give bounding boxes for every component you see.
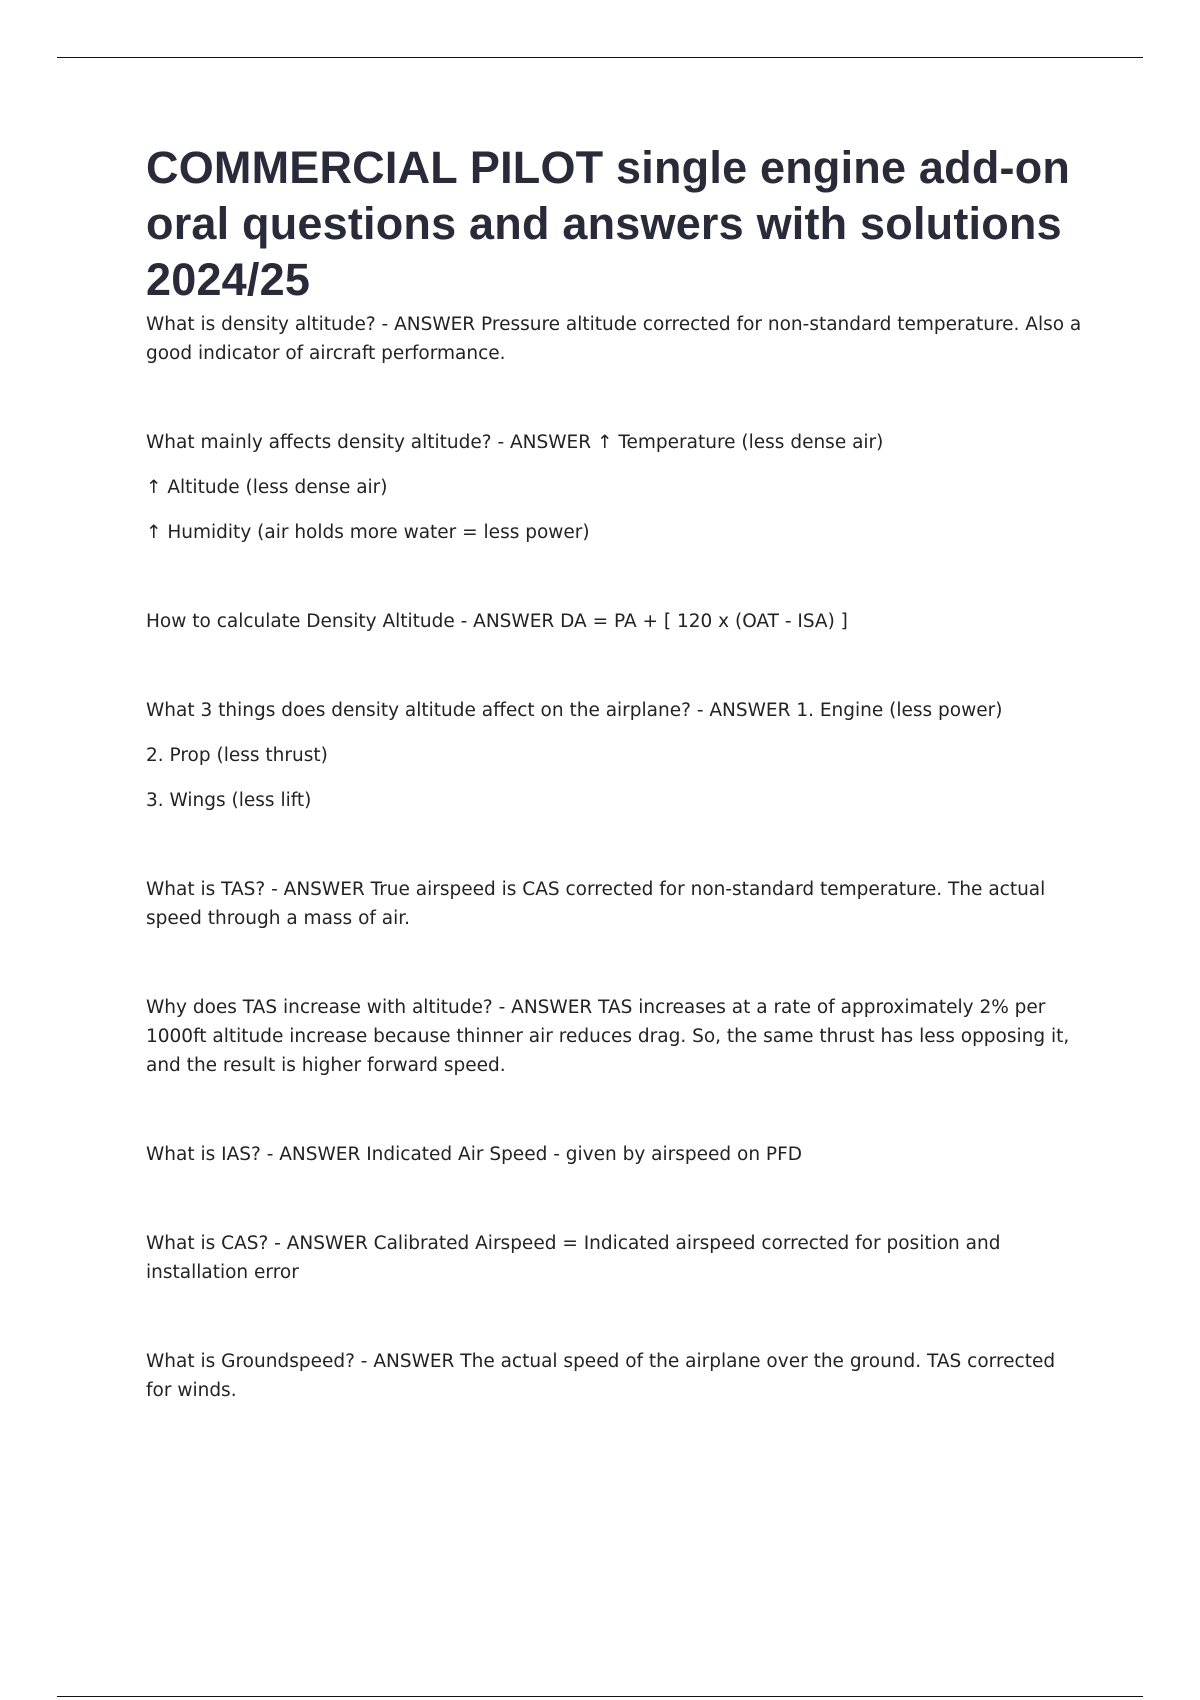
qa-text: What is IAS? - ANSWER Indicated Air Speed - given by airspeed on PFD (146, 1144, 802, 1165)
document-title: COMMERCIAL PILOT single engine add-on oral questions and answers with solutions 2024/25 (146, 142, 1071, 305)
qa-line: ↑ Humidity (air holds more water = less power) (146, 522, 590, 543)
qa-item (146, 1347, 1086, 1405)
qa-text: What 3 things does density altitude affect on the airplane? - ANSWER 1. Engine (less power) (146, 700, 1003, 721)
qa-item (146, 875, 1086, 933)
qa-line: 2. Prop (less thrust) (146, 745, 328, 766)
qa-item (146, 1140, 1086, 1169)
qa-item (146, 696, 1086, 815)
bottom-rule (57, 1696, 1143, 1697)
qa-line: ↑ Altitude (less dense air) (146, 477, 388, 498)
qa-text: What mainly affects density altitude? - ANSWER ↑ Temperature (less dense air) (146, 432, 884, 453)
qa-item (146, 1229, 1086, 1287)
qa-item (146, 607, 1086, 636)
qa-text: How to calculate Density Altitude - ANSWER DA = PA + [ 120 x (OAT - ISA) ] (146, 611, 848, 632)
qa-text: What is TAS? - ANSWER True airspeed is CAS corrected for non-standard temperature. The actual speed through a mass of air. (146, 879, 1046, 929)
qa-text: What is density altitude? - ANSWER Pressure altitude corrected for non-standard temperature. Also a good indicator of aircraft performance. (146, 314, 1082, 364)
document-page (146, 140, 1086, 1405)
qa-line: 3. Wings (less lift) (146, 790, 312, 811)
qa-item (146, 428, 1086, 547)
qa-item (146, 993, 1086, 1080)
qa-text: Why does TAS increase with altitude? - ANSWER TAS increases at a rate of approximately 2% per 1000ft altitude increase because thinner air reduces drag. So, the same thrust has less opposing it, and the result is higher forward speed. (146, 997, 1070, 1076)
qa-item (146, 310, 1086, 368)
qa-text: What is CAS? - ANSWER Calibrated Airspeed = Indicated airspeed corrected for position and installation error (146, 1233, 1001, 1283)
top-rule (57, 57, 1143, 58)
qa-text: What is Groundspeed? - ANSWER The actual speed of the airplane over the ground. TAS corrected for winds. (146, 1351, 1056, 1401)
